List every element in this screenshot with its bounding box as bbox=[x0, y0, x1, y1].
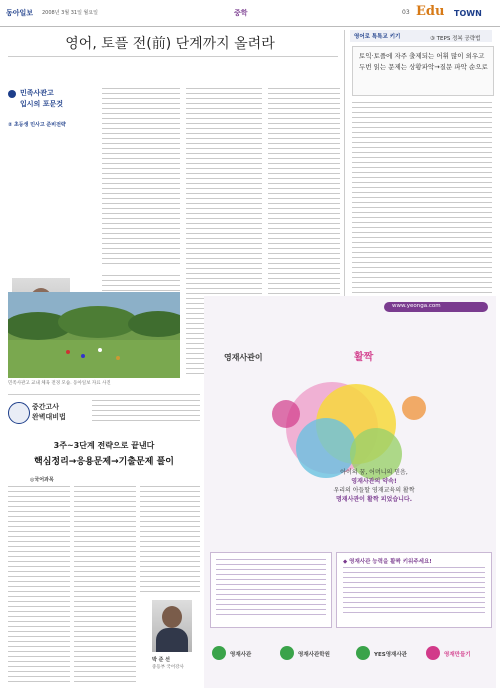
pull-quote-box bbox=[352, 46, 494, 96]
ad-url-pill[interactable] bbox=[384, 302, 488, 312]
headline-rule bbox=[8, 56, 338, 57]
brand-2: 영재사관학원 bbox=[298, 652, 330, 658]
ad-brand-row bbox=[204, 636, 496, 682]
section-rule bbox=[8, 394, 200, 395]
author-caption-lower: 중등부 국어강사 bbox=[152, 665, 184, 670]
series-title-block bbox=[8, 88, 92, 120]
ad-stamp: 활짝 bbox=[354, 352, 374, 363]
right-article-text bbox=[352, 102, 492, 316]
page-number: 03 bbox=[402, 9, 410, 16]
section-tag bbox=[8, 400, 88, 428]
bullet-icon bbox=[8, 90, 16, 98]
brand-logo-icon bbox=[280, 646, 294, 660]
brand-4: 영재만들기 bbox=[444, 652, 471, 658]
ad-info-box-right bbox=[336, 552, 492, 628]
ad-event-title: ◆ 영재사관 능력을 활짝 키워주세요! bbox=[343, 559, 432, 565]
page-header bbox=[0, 0, 500, 27]
author-name-lower: 박 준 선 bbox=[152, 657, 170, 663]
brand-logo-icon bbox=[212, 646, 226, 660]
page-headline: 영어, 토플 전(前) 단계까지 올려라 bbox=[65, 36, 275, 52]
brand-logo-icon bbox=[426, 646, 440, 660]
academy-advertisement bbox=[204, 296, 496, 688]
pull-quote: 토익·토플에 자주 출제되는 어휘 많이 외우고 두번 읽는 문제는 상황파악→질문 파악 순으로 bbox=[359, 52, 488, 71]
edu-logo: Edu bbox=[416, 4, 445, 19]
section-intro-text bbox=[92, 400, 200, 430]
ad-copy bbox=[284, 468, 464, 504]
ad-url: www.yeonga.com bbox=[392, 303, 441, 309]
article-text-col1 bbox=[102, 88, 180, 268]
section-tag-line1: 중간고사 bbox=[32, 403, 60, 411]
author-photo-lower bbox=[152, 600, 192, 652]
section-kicker: 3주~3단계 전략으로 끝낸다 bbox=[53, 441, 155, 450]
section-text-col1 bbox=[8, 486, 70, 684]
ad-title: 영재사관이 bbox=[224, 352, 263, 362]
photo-caption: 민족사관고 교내 체육 전경 모습. 동아일보 자료 사진 bbox=[8, 381, 111, 386]
brand-logo-icon bbox=[356, 646, 370, 660]
issue-date: 2008년 3월 31일 월요일 bbox=[42, 10, 99, 16]
ad-copy-line4: 명재사관이 활짝 피었습니다. bbox=[335, 496, 412, 503]
brand-3: YES영재사관 bbox=[374, 652, 407, 658]
series-number: ③ TEPS 정복 공략법 bbox=[430, 36, 481, 42]
section-title: 핵심정리→응용문제→기출문제 풀이 bbox=[34, 457, 174, 467]
newspaper-logo: 동아일보 bbox=[6, 9, 34, 17]
ad-info-box-left bbox=[210, 552, 332, 628]
ad-copy-line1: 아이의 꿈, 어머니의 믿음, bbox=[340, 469, 408, 476]
section-name: 중학 bbox=[234, 9, 248, 17]
series-title-1: 민족사관고 bbox=[20, 89, 54, 97]
section-text-col3 bbox=[140, 486, 200, 594]
calendar-icon bbox=[8, 402, 30, 424]
series-subtitle: ② 초등생 민사고 준비전략 bbox=[8, 122, 66, 128]
ad-copy-line3: 우리의 아들딸 영재교육의 활짝 bbox=[333, 487, 415, 494]
series-title-2: 입시의 포문것 bbox=[20, 100, 64, 108]
town-logo: TOWN bbox=[454, 9, 482, 18]
series-label: 영어로 톡톡교 키기 bbox=[354, 34, 401, 40]
ad-copy-line2: 영재사관의 약속! bbox=[351, 478, 397, 485]
section-tag-line2: 완벽대비법 bbox=[32, 413, 66, 421]
brand-1: 영재사관 bbox=[230, 652, 252, 658]
section-text-col2 bbox=[74, 486, 136, 684]
section-subhead: ◎국어과목 bbox=[30, 477, 54, 483]
campus-photo bbox=[8, 292, 180, 378]
